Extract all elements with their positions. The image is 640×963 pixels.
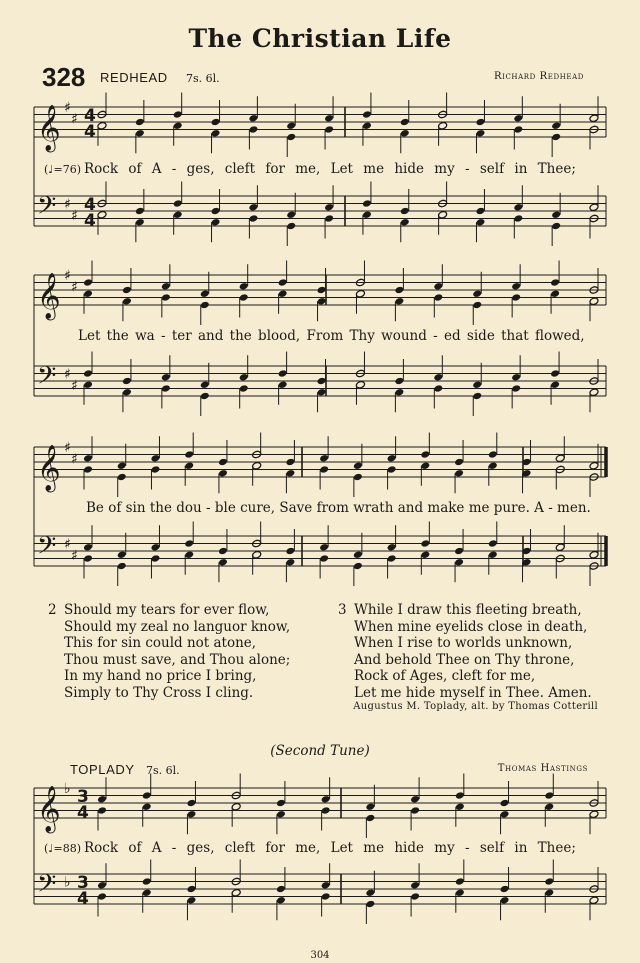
note-head bbox=[365, 802, 375, 811]
note-head bbox=[248, 203, 258, 212]
note-head bbox=[387, 554, 397, 563]
note-head bbox=[455, 888, 465, 897]
note-head bbox=[285, 558, 295, 567]
note-head bbox=[321, 892, 331, 901]
note-head bbox=[544, 888, 554, 897]
lyric-line-4: Rock of A - ges, cleft for me, Let me hide my - self in Thee; bbox=[84, 840, 576, 856]
note-head bbox=[173, 110, 183, 119]
note-head bbox=[475, 129, 485, 138]
note-head bbox=[420, 450, 430, 459]
note-head bbox=[83, 454, 93, 463]
note-head bbox=[511, 384, 521, 393]
note-head bbox=[488, 539, 498, 548]
note-head bbox=[239, 282, 249, 291]
stanza-2 bbox=[48, 602, 290, 702]
note-head bbox=[410, 881, 420, 890]
time-signature-bottom: 4 bbox=[77, 803, 89, 823]
flat-icon: ♭ bbox=[64, 874, 71, 891]
note-head bbox=[353, 550, 363, 559]
note-head bbox=[150, 543, 160, 552]
note-head bbox=[239, 384, 249, 393]
note-head bbox=[488, 450, 498, 459]
note-head bbox=[513, 114, 523, 123]
note-head bbox=[500, 810, 510, 819]
sharp-icon: ♯ bbox=[71, 279, 78, 296]
time-signature-bottom: 4 bbox=[84, 211, 96, 231]
note-head bbox=[410, 892, 420, 901]
time-signature-bottom: 4 bbox=[77, 889, 89, 909]
note-head bbox=[455, 877, 465, 886]
stanza-line: And behold Thee on Thy throne, bbox=[354, 651, 575, 668]
note-head bbox=[362, 199, 372, 208]
note-head bbox=[117, 461, 127, 470]
meter-2: 7s. 6l. bbox=[146, 764, 180, 777]
composer-2: Thomas Hastings bbox=[497, 763, 588, 774]
note-head bbox=[394, 297, 404, 306]
note-head bbox=[589, 550, 599, 559]
note-head bbox=[475, 218, 485, 227]
note-head bbox=[248, 125, 258, 134]
note-head bbox=[122, 286, 132, 295]
page-number: 304 bbox=[310, 950, 330, 961]
note-head bbox=[551, 222, 561, 231]
stanza-number: 3 bbox=[338, 602, 347, 618]
note-head bbox=[173, 210, 183, 219]
note-head bbox=[589, 114, 599, 123]
note-head bbox=[513, 125, 523, 134]
note-head bbox=[394, 377, 404, 386]
note-head bbox=[186, 799, 196, 808]
note-head bbox=[286, 133, 296, 142]
note-head bbox=[218, 458, 228, 467]
note-head bbox=[83, 465, 93, 474]
note-head bbox=[150, 454, 160, 463]
note-head bbox=[420, 461, 430, 470]
note-head bbox=[285, 469, 295, 478]
note-head bbox=[200, 301, 210, 310]
note-head bbox=[321, 806, 331, 815]
note-head bbox=[276, 810, 286, 819]
tune-name-2: TOPLADY bbox=[70, 762, 135, 777]
note-head bbox=[278, 289, 288, 298]
sharp-icon: ♯ bbox=[71, 111, 78, 128]
note-head bbox=[433, 293, 443, 302]
stanza-line: This for sin could not atone, bbox=[64, 635, 257, 652]
note-head bbox=[248, 214, 258, 223]
sharp-icon: ♯ bbox=[71, 547, 78, 564]
note-head bbox=[513, 203, 523, 212]
note-head bbox=[353, 461, 363, 470]
sharp-icon: ♯ bbox=[64, 196, 71, 213]
note-head bbox=[362, 110, 372, 119]
note-head bbox=[394, 286, 404, 295]
note-head bbox=[276, 896, 286, 905]
note-head bbox=[317, 377, 327, 386]
note-head bbox=[550, 289, 560, 298]
note-head bbox=[589, 896, 599, 905]
note-head bbox=[117, 473, 127, 482]
note-head bbox=[211, 118, 221, 127]
note-head bbox=[276, 799, 286, 808]
tempo-mark: (♩=76) bbox=[44, 163, 81, 176]
note-head bbox=[317, 286, 327, 295]
note-head bbox=[252, 461, 262, 470]
note-head bbox=[239, 293, 249, 302]
stanza-number: 2 bbox=[48, 602, 57, 618]
stanza-line: Thou must save, and Thou alone; bbox=[64, 651, 291, 668]
note-head bbox=[472, 289, 482, 298]
note-head bbox=[135, 129, 145, 138]
note-head bbox=[173, 121, 183, 130]
bass-clef-icon: 𝄢 bbox=[37, 531, 57, 567]
note-head bbox=[285, 458, 295, 467]
note-head bbox=[276, 885, 286, 894]
note-head bbox=[184, 450, 194, 459]
note-head bbox=[551, 210, 561, 219]
meter: 7s. 6l. bbox=[186, 72, 220, 85]
note-head bbox=[319, 454, 329, 463]
note-head bbox=[472, 380, 482, 389]
note-head bbox=[551, 133, 561, 142]
note-head bbox=[97, 121, 107, 130]
author-credit: Augustus M. Toplady, alt. by Thomas Cotterill bbox=[353, 701, 598, 712]
treble-clef-icon: 𝄞 bbox=[37, 445, 61, 491]
note-head bbox=[544, 802, 554, 811]
note-head bbox=[555, 454, 565, 463]
note-head bbox=[544, 877, 554, 886]
note-head bbox=[433, 384, 443, 393]
note-head bbox=[97, 806, 107, 815]
note-head bbox=[218, 469, 228, 478]
note-head bbox=[513, 214, 523, 223]
note-head bbox=[319, 554, 329, 563]
stanza-line: When I rise to worlds unknown, bbox=[354, 635, 573, 652]
note-head bbox=[161, 384, 171, 393]
note-head bbox=[365, 900, 375, 909]
note-head bbox=[500, 799, 510, 808]
note-head bbox=[475, 207, 485, 216]
note-head bbox=[454, 558, 464, 567]
note-head bbox=[488, 461, 498, 470]
note-head bbox=[420, 550, 430, 559]
note-head bbox=[365, 888, 375, 897]
sharp-icon: ♯ bbox=[64, 100, 71, 116]
lyric-line-2: Let the wa - ter and the blood, From Thy wound - ed side that flowed, bbox=[78, 328, 585, 344]
note-head bbox=[324, 203, 334, 212]
note-head bbox=[161, 293, 171, 302]
note-head bbox=[438, 121, 448, 130]
note-head bbox=[117, 550, 127, 559]
note-head bbox=[186, 885, 196, 894]
lyric-line-3: Be of sin the dou - ble cure, Save from wrath and make me pure. A - men. bbox=[86, 500, 591, 516]
note-head bbox=[362, 210, 372, 219]
note-head bbox=[252, 550, 262, 559]
note-head bbox=[589, 297, 599, 306]
note-head bbox=[511, 373, 521, 382]
note-head bbox=[97, 892, 107, 901]
note-head bbox=[511, 282, 521, 291]
sharp-icon: ♯ bbox=[71, 377, 78, 394]
note-head bbox=[321, 795, 331, 804]
note-head bbox=[455, 791, 465, 800]
note-head bbox=[83, 543, 93, 552]
bass-clef-icon: 𝄢 bbox=[37, 869, 57, 905]
note-head bbox=[150, 465, 160, 474]
note-head bbox=[97, 881, 107, 890]
note-head bbox=[186, 810, 196, 819]
note-head bbox=[355, 289, 365, 298]
note-head bbox=[122, 388, 132, 397]
note-head bbox=[135, 218, 145, 227]
sharp-icon: ♯ bbox=[64, 366, 71, 383]
stanza-line: Should my zeal no languor know, bbox=[64, 618, 291, 635]
lyric-line-1: Rock of A - ges, cleft for me, Let me hide my - self in Thee; bbox=[84, 161, 576, 177]
note-head bbox=[184, 550, 194, 559]
note-head bbox=[410, 806, 420, 815]
note-head bbox=[286, 121, 296, 130]
note-head bbox=[239, 373, 249, 382]
second-tune-label: (Second Tune) bbox=[270, 743, 370, 759]
note-head bbox=[589, 203, 599, 212]
note-head bbox=[511, 293, 521, 302]
note-head bbox=[472, 392, 482, 401]
note-head bbox=[173, 199, 183, 208]
note-head bbox=[387, 454, 397, 463]
stanza-line: Should my tears for ever flow, bbox=[64, 602, 270, 618]
note-head bbox=[135, 118, 145, 127]
note-head bbox=[500, 885, 510, 894]
note-head bbox=[324, 114, 334, 123]
note-head bbox=[184, 539, 194, 548]
note-head bbox=[142, 877, 152, 886]
note-head bbox=[161, 373, 171, 382]
note-head bbox=[83, 380, 93, 389]
note-head bbox=[97, 795, 107, 804]
time-signature-top: 3 bbox=[77, 787, 89, 807]
note-head bbox=[589, 388, 599, 397]
note-head bbox=[317, 388, 327, 397]
composer: Richard Redhead bbox=[493, 71, 584, 82]
note-head bbox=[278, 369, 288, 378]
sharp-icon: ♯ bbox=[71, 207, 78, 224]
note-head bbox=[433, 282, 443, 291]
time-signature-bottom: 4 bbox=[84, 122, 96, 142]
bass-clef-icon: 𝄢 bbox=[37, 361, 57, 397]
treble-clef-icon: 𝄞 bbox=[37, 786, 61, 832]
note-head bbox=[555, 543, 565, 552]
note-head bbox=[400, 118, 410, 127]
stanza-line: Simply to Thy Cross I cling. bbox=[64, 684, 254, 701]
note-head bbox=[400, 218, 410, 227]
bass-clef-icon: 𝄢 bbox=[37, 191, 57, 227]
note-head bbox=[200, 289, 210, 298]
tempo-mark-2: (♩=88) bbox=[44, 842, 81, 855]
stanza-line: While I draw this fleeting breath, bbox=[354, 602, 582, 618]
time-signature-top: 3 bbox=[77, 873, 89, 893]
note-head bbox=[83, 369, 93, 378]
note-head bbox=[97, 210, 107, 219]
treble-clef-icon: 𝄞 bbox=[37, 105, 61, 151]
note-head bbox=[454, 458, 464, 467]
stanza-3 bbox=[338, 602, 592, 702]
sharp-icon: ♯ bbox=[64, 440, 71, 456]
note-head bbox=[321, 881, 331, 890]
note-head bbox=[200, 392, 210, 401]
note-head bbox=[83, 554, 93, 563]
stanza-line: Let me hide myself in Thee. Amen. bbox=[354, 684, 592, 701]
note-head bbox=[122, 377, 132, 386]
note-head bbox=[218, 547, 228, 556]
note-head bbox=[454, 469, 464, 478]
note-head bbox=[438, 210, 448, 219]
note-head bbox=[286, 222, 296, 231]
stanza-line: In my hand no price I bring, bbox=[64, 668, 257, 685]
note-head bbox=[248, 114, 258, 123]
note-head bbox=[387, 543, 397, 552]
note-head bbox=[186, 896, 196, 905]
note-head bbox=[551, 121, 561, 130]
note-head bbox=[285, 547, 295, 556]
note-head bbox=[550, 369, 560, 378]
sharp-icon: ♯ bbox=[64, 536, 71, 553]
note-head bbox=[231, 802, 241, 811]
note-head bbox=[200, 380, 210, 389]
note-head bbox=[211, 218, 221, 227]
note-head bbox=[211, 129, 221, 138]
note-head bbox=[218, 558, 228, 567]
note-head bbox=[319, 543, 329, 552]
time-signature-top: 4 bbox=[84, 195, 96, 215]
note-head bbox=[161, 282, 171, 291]
note-head bbox=[231, 888, 241, 897]
note-head bbox=[355, 380, 365, 389]
note-head bbox=[319, 465, 329, 474]
note-head bbox=[117, 562, 127, 571]
note-head bbox=[211, 207, 221, 216]
note-head bbox=[150, 554, 160, 563]
note-head bbox=[472, 301, 482, 310]
note-head bbox=[324, 214, 334, 223]
note-head bbox=[500, 896, 510, 905]
note-head bbox=[454, 547, 464, 556]
note-head bbox=[135, 207, 145, 216]
note-head bbox=[544, 791, 554, 800]
note-head bbox=[589, 461, 599, 470]
note-head bbox=[365, 814, 375, 823]
note-head bbox=[353, 562, 363, 571]
note-head bbox=[83, 289, 93, 298]
tune-name: REDHEAD bbox=[100, 70, 168, 85]
note-head bbox=[410, 795, 420, 804]
note-head bbox=[324, 125, 334, 134]
note-head bbox=[142, 888, 152, 897]
page-title: The Christian Life bbox=[188, 24, 452, 53]
note-head bbox=[317, 297, 327, 306]
note-head bbox=[433, 373, 443, 382]
note-head bbox=[400, 129, 410, 138]
hymn-number: 328 bbox=[42, 62, 86, 92]
note-head bbox=[589, 810, 599, 819]
note-head bbox=[278, 278, 288, 287]
sharp-icon: ♯ bbox=[71, 451, 78, 468]
note-head bbox=[400, 207, 410, 216]
note-head bbox=[387, 465, 397, 474]
note-head bbox=[475, 118, 485, 127]
time-signature-top: 4 bbox=[84, 106, 96, 126]
note-head bbox=[550, 278, 560, 287]
treble-clef-icon: 𝄞 bbox=[37, 273, 61, 319]
note-head bbox=[184, 461, 194, 470]
note-head bbox=[83, 278, 93, 287]
note-head bbox=[420, 539, 430, 548]
sharp-icon: ♯ bbox=[64, 268, 71, 284]
stanza-line: Rock of Ages, cleft for me, bbox=[354, 668, 536, 685]
note-head bbox=[142, 791, 152, 800]
note-head bbox=[142, 802, 152, 811]
note-head bbox=[122, 297, 132, 306]
note-head bbox=[278, 380, 288, 389]
note-head bbox=[550, 380, 560, 389]
note-head bbox=[353, 473, 363, 482]
note-head bbox=[455, 802, 465, 811]
flat-icon: ♭ bbox=[64, 781, 71, 797]
stanza-line: When mine eyelids close in death, bbox=[354, 618, 588, 635]
note-head bbox=[286, 210, 296, 219]
note-head bbox=[362, 121, 372, 130]
note-head bbox=[394, 388, 404, 397]
note-head bbox=[488, 550, 498, 559]
